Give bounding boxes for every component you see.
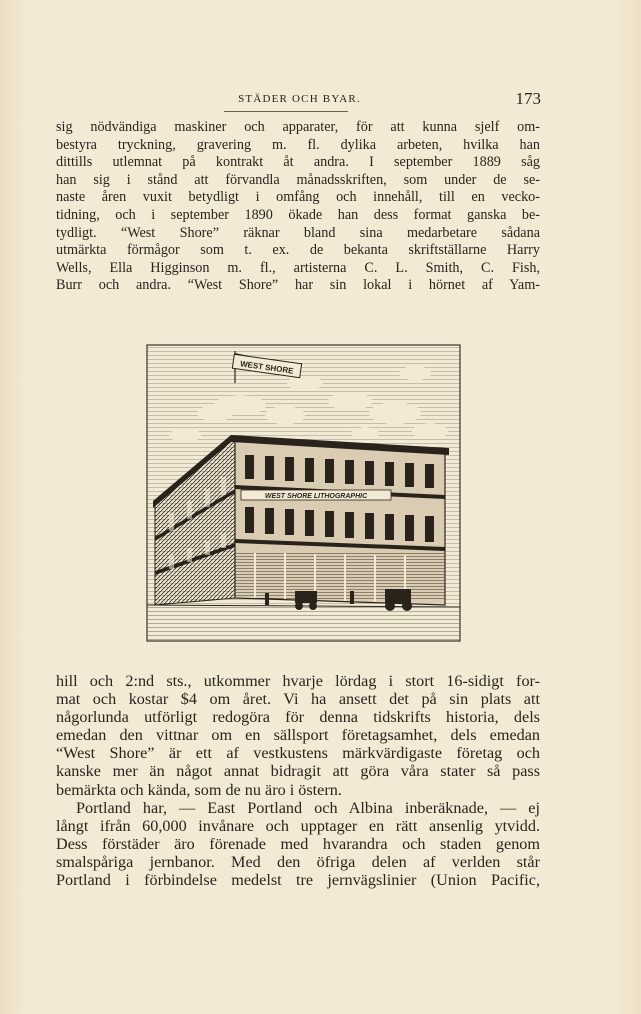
text-line: tydligt. “West Shore” räknar bland sina medarbetare sådana bbox=[56, 224, 540, 241]
text-line: hill och 2:nd sts., utkommer hvarje lördag i stort 16-sidigt for- bbox=[56, 672, 540, 690]
text-line: utmärkta förmågor som t. ex. de bekanta skriftställarne Harry bbox=[56, 242, 540, 259]
text-line: Dess förstäder äro förenade med hvarandra och staden genom bbox=[56, 834, 540, 853]
text-line: sig nödvändiga maskiner och apparater, för att kunna sjelf om- bbox=[56, 119, 540, 135]
text-line: dittills utlemnat på kontrakt åt andra. I september 1889 såg bbox=[56, 154, 540, 171]
text-line: smalspåriga jernbanor. Med den öfriga delen af verlden står bbox=[56, 852, 540, 871]
text-line: emedan den vittnar om en sällsport företagsamhet, dels emedan bbox=[56, 726, 540, 745]
building-engraving bbox=[145, 343, 462, 643]
text-line: naste åren vuxit betydligt i omfång och innehåll, till en vecko- bbox=[56, 189, 540, 206]
text-line: han sig i stånd att förvandla månadsskriften, som under de se- bbox=[56, 171, 540, 188]
street bbox=[147, 605, 460, 641]
upper-paragraph bbox=[56, 119, 540, 295]
text-line: mat och kostar $4 om året. Vi ha ansett det på sin plats att bbox=[56, 690, 540, 709]
text-line: “West Shore” är ett af vestkustens märkvärdigaste företag och bbox=[56, 744, 540, 763]
header-rule bbox=[224, 111, 348, 112]
text-line: långt ifrån 60,000 invånare och upptager en rätt ansenlig ytvidd. bbox=[56, 816, 540, 835]
text-line: bestyra tryckning, gravering m. fl. dylika arbeten, hvilka han bbox=[56, 136, 540, 153]
page-number: 173 bbox=[515, 89, 541, 108]
ground-floor bbox=[235, 551, 445, 599]
text-line: Portland har, — East Portland och Albina inberäknade, — ej bbox=[76, 798, 540, 817]
facade-sign-text: WEST SHORE LITHOGRAPHIC bbox=[264, 493, 368, 500]
text-line: kanske mer än något annat bidragit att göra våra stater så pass bbox=[56, 762, 540, 781]
text-line: Portland i förbindelse medelst tre jernvägslinier (Union Pacific, bbox=[56, 871, 540, 890]
text-line: Wells, Ella Higginson m. fl., artisterna C. L. Smith, C. Fish, bbox=[56, 259, 540, 276]
roof-sign-text: WEST SHORE bbox=[239, 359, 295, 376]
lower-text bbox=[56, 672, 540, 889]
running-head bbox=[58, 90, 541, 110]
engraving-svg bbox=[145, 343, 462, 643]
running-title: STÄDER OCH BYAR. bbox=[238, 93, 361, 105]
text-line: någorlunda utförligt redogöra för denna tidskrifts historia, dels bbox=[56, 708, 540, 727]
text-line: Burr och andra. “West Shore” har sin lokal i hörnet af Yam- bbox=[56, 277, 540, 294]
text-line: tidning, och i september 1890 ökade han dess format ganska be- bbox=[56, 206, 540, 223]
text-line: bemärkta och kända, som de nu äro i östern. bbox=[56, 780, 342, 799]
